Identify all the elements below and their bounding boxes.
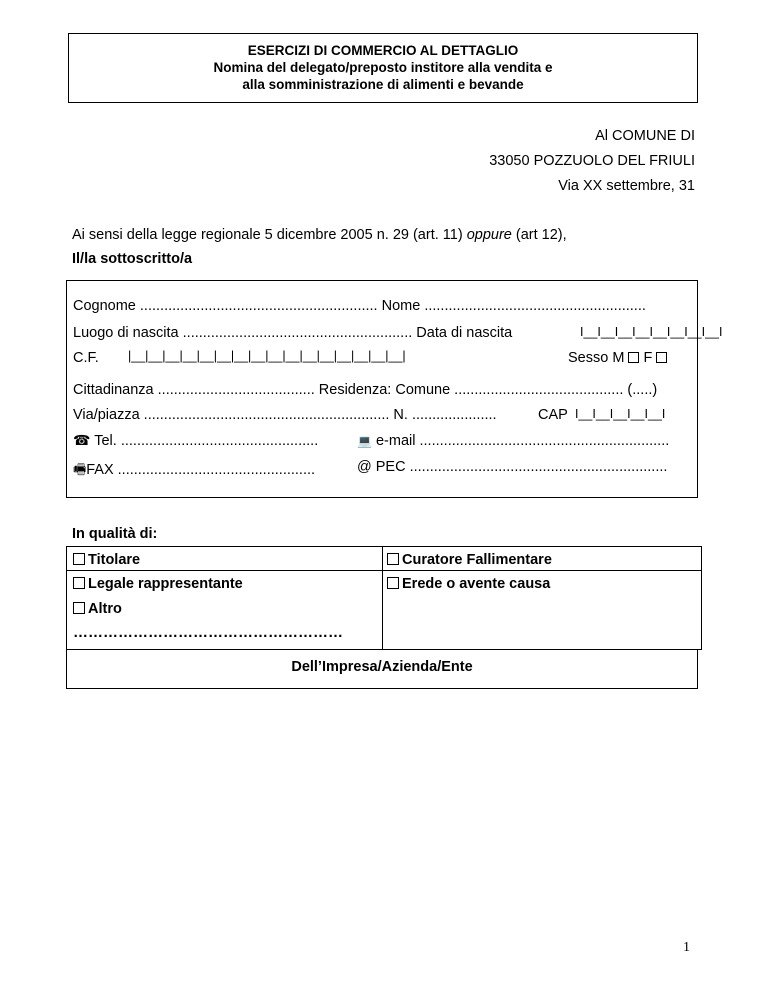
altro-label: Altro: [88, 601, 122, 617]
sesso-m-checkbox[interactable]: [628, 352, 639, 363]
fax-field[interactable]: [73, 459, 315, 483]
phone-icon: ☎: [73, 433, 91, 449]
header-line-1: ESERCIZI DI COMMERCIO AL DETTAGLIO: [247, 43, 519, 58]
altro-checkbox[interactable]: [73, 602, 85, 614]
recipient-line-3: Via XX settembre, 31: [558, 178, 695, 194]
tel-field[interactable]: [73, 433, 318, 449]
via-numero-field[interactable]: Via/piazza ............................................................. N. .....................: [73, 407, 497, 423]
cap-boxes[interactable]: I__I__I__I__I__I: [575, 407, 666, 421]
header-line-3: alla somministrazione di alimenti e bevande: [242, 77, 524, 92]
recipient-line-1: Al COMUNE DI: [595, 128, 695, 144]
header-line-2: Nomina del delegato/preposto institore alla vendita e: [213, 60, 553, 75]
titolare-label: Titolare: [88, 552, 141, 568]
qualita-row-divider: [66, 570, 702, 571]
curatore-checkbox[interactable]: [387, 553, 399, 565]
pec-field[interactable]: @ PEC ................................................................: [357, 459, 668, 475]
sesso-label: Sesso M: [568, 350, 625, 366]
cap-label: CAP: [538, 407, 568, 423]
intro-text: [72, 227, 567, 243]
intro-text-after: (art 12),: [511, 227, 567, 243]
intro-oppure: oppure: [466, 227, 512, 243]
data-nascita-boxes[interactable]: I__I__I__I__I__I__I__I__I: [580, 325, 723, 339]
cf-label: C.F.: [73, 350, 99, 366]
computer-icon: 💻: [357, 434, 372, 448]
qualita-heading: In qualità di:: [72, 526, 158, 542]
cittadinanza-residenza-field[interactable]: Cittadinanza ....................................... Residenza: Comune .......................................... (.....): [73, 382, 658, 398]
legale-option[interactable]: [73, 576, 243, 592]
email-label: e-mail ..............................................................: [375, 433, 670, 449]
page-number: 1: [683, 940, 690, 955]
cognome-nome-field[interactable]: Cognome ........................................................... Nome .......................................................: [73, 298, 646, 314]
erede-option[interactable]: [387, 576, 550, 592]
sesso-field: [568, 350, 667, 366]
fax-label: FAX .................................................: [86, 462, 316, 478]
fax-icon: 🖷: [73, 462, 87, 478]
recipient-line-2: 33050 POZZUOLO DEL FRIULI: [489, 153, 695, 169]
legale-label: Legale rappresentante: [88, 576, 243, 592]
qualita-column-divider: [382, 546, 383, 650]
titolare-option[interactable]: [73, 552, 140, 568]
altro-dots-field[interactable]: ………………………………………………: [73, 624, 343, 641]
titolare-checkbox[interactable]: [73, 553, 85, 565]
intro-text-before: Ai sensi della legge regionale 5 dicembre 2005 n. 29 (art. 11): [72, 227, 467, 243]
erede-label: Erede o avente causa: [402, 576, 551, 592]
header-box: [68, 33, 698, 103]
cf-boxes[interactable]: |__|__|__|__|__|__|__|__|__|__|__|__|__|__|__|__|: [128, 349, 406, 363]
altro-option[interactable]: [73, 601, 122, 617]
sottoscritto-label: Il/la sottoscritto/a: [72, 251, 193, 267]
erede-checkbox[interactable]: [387, 577, 399, 589]
legale-checkbox[interactable]: [73, 577, 85, 589]
impresa-label: Dell’Impresa/Azienda/Ente: [291, 659, 473, 675]
curatore-label: Curatore Fallimentare: [402, 552, 552, 568]
sesso-f-label: F: [643, 350, 653, 366]
tel-label: Tel. .................................................: [94, 433, 319, 449]
curatore-option[interactable]: [387, 552, 552, 568]
luogo-data-nascita-field[interactable]: Luogo di nascita ......................................................... Data di nascita: [73, 325, 513, 341]
sesso-f-checkbox[interactable]: [656, 352, 667, 363]
email-field[interactable]: [357, 433, 669, 449]
